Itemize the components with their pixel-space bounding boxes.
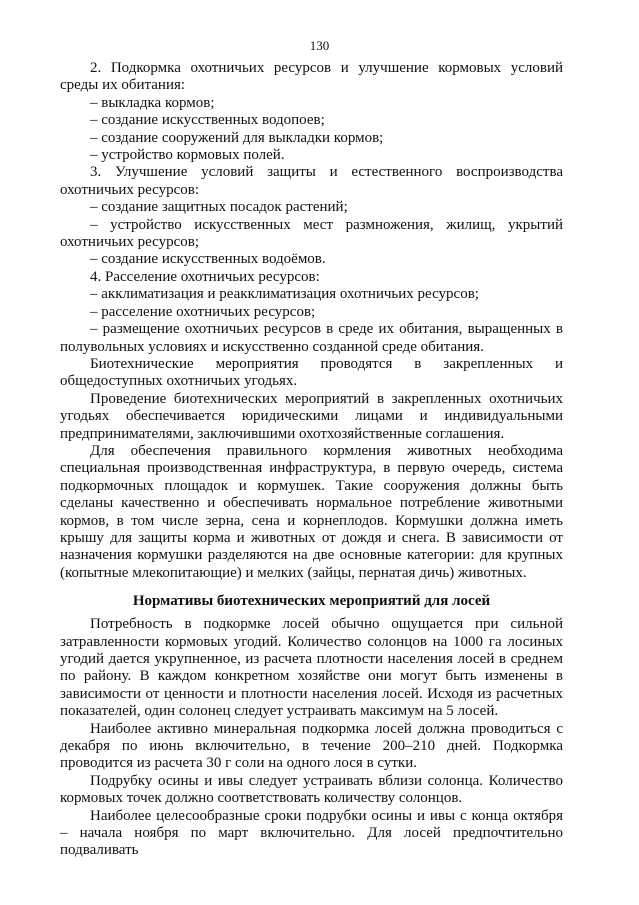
list-item: – создание защитных посадок растений; (90, 199, 348, 216)
list-item: – устройство кормовых полей. (90, 147, 285, 164)
paragraph: 2. Подкормка охотничьих ресурсов и улучшение кормовых условий среды их обитания: (60, 60, 563, 94)
section-top (60, 60, 563, 582)
list-item: – создание искусственных водоёмов. (90, 251, 326, 268)
paragraph: Проведение биотехнических мероприятий в закрепленных охотничьих угодьях обеспечивается юридическими лицами и индивидуальными предпринимателями, заключившими охотхозяйственные соглашения. (60, 390, 563, 442)
paragraph: 3. Улучшение условий защиты и естественного воспроизводства охотничьих ресурсов: (60, 164, 563, 198)
paragraph: – устройство искусственных мест размножения, жилищ, укрытий охотничьих ресурсов; (60, 216, 563, 251)
list-item: 4. Расселение охотничьих ресурсов: (90, 268, 320, 285)
section-bottom (60, 616, 563, 860)
page-number: 130 (309, 38, 330, 53)
paragraph: Подрубку осины и ивы следует устраивать вблизи солонца. Количество кормовых точек должно соответствовать количеству солонцов. (60, 772, 563, 807)
list-item: – расселение охотничьих ресурсов; (90, 303, 316, 320)
text-column (60, 60, 563, 860)
section-heading: Нормативы биотехнических мероприятий для лосей (132, 593, 491, 610)
paragraph: – размещение охотничьих ресурсов в среде их обитания, выращенных в полувольных условиях и искусственно созданной среде обитания. (60, 321, 563, 355)
list-item: – акклиматизация и реакклиматизация охотничьих ресурсов; (90, 286, 479, 303)
paragraph: Биотехнические мероприятия проводятся в закрепленных и общедоступных охотничьих угодьях. (60, 355, 563, 390)
paragraph: Наиболее целесообразные сроки подрубки осины и ивы с конца октября – начала ноября по март включительно. Для лосей предпочтительно подваливать (60, 807, 563, 859)
paragraph: Потребность в подкормке лосей обычно ощущается при сильной затравленности кормовых угодий. Количество солонцов на 1000 га лосиных угодий дается укрупненное, из расчета плотности населения лосей в среднем по району. В каждом конкретном хозяйстве они могут быть изменены в зависимости от ценности и плотности населения лосей. Исходя из расчетных показателей, один солонец следует устраивать максимум на 5 лосей. (60, 616, 563, 720)
list-item: – создание искусственных водопоев; (90, 112, 325, 129)
paragraph: Для обеспечения правильного кормления животных необходима специальная производственная инфраструктура, в первую очередь, система подкормочных площадок и кормушек. Такие сооружения должны быть сделаны качественно и обеспечивать нормальное потребление животными кормов, в том числе зерна, сена и корнеплодов. Кормушки должна иметь крышу для защиты корма и животных от дождя и снега. В зависимости от назначения кормушки разделяются на две основные категории: для крупных (копытные млекопитающие) и мелких (зайцы, пернатая дичь) животных. (60, 442, 563, 581)
list-item: – создание сооружений для выкладки кормов; (90, 129, 384, 146)
list-item: – выкладка кормов; (90, 94, 215, 111)
paragraph: Наиболее активно минеральная подкормка лосей должна проводиться с декабря по июнь включительно, в течение 200–210 дней. Подкормка проводится из расчета 30 г соли на одного лося в сутки. (60, 720, 563, 772)
